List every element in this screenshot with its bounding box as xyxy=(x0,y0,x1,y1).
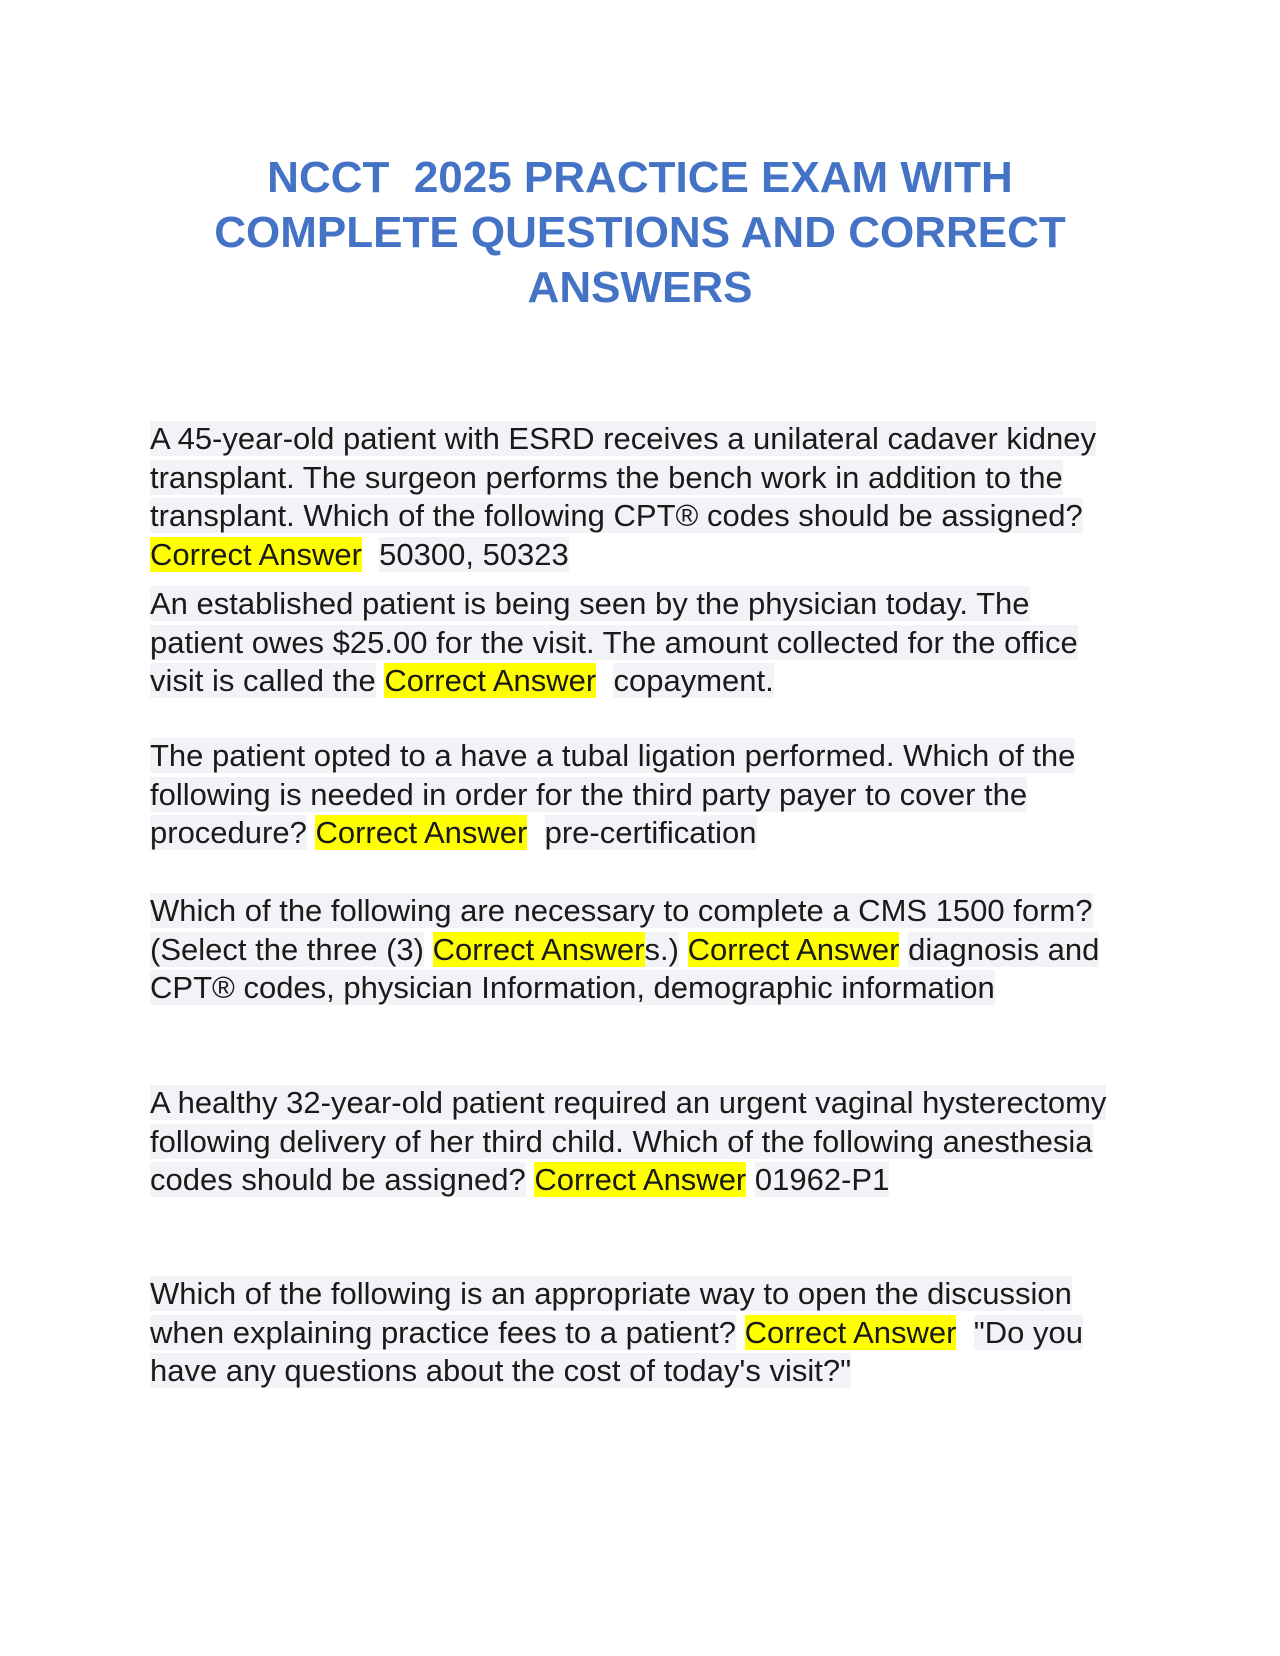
question-text: Which of the following are necessary to complete a CMS 1500 form? (Select the three (3) xyxy=(150,893,1093,967)
question-text: A 45-year-old patient with ESRD receives a unilateral cadaver kidney transplant. The surgeon performs the bench work in addition to the transplant. Which of the following CPT® codes should be assigned? xyxy=(150,421,1096,533)
correct-answer-label: Correct Answer xyxy=(534,1162,747,1197)
qa-item-6 xyxy=(150,1275,1130,1391)
qa-item-2 xyxy=(150,585,1130,701)
question-text: Which of the following is an appropriate way to open the discussion when explaining practice fees to a patient? xyxy=(150,1276,1072,1350)
correct-answer-label: Correct Answer xyxy=(150,536,362,572)
qa-item-3 xyxy=(150,737,1130,853)
qa-item-5 xyxy=(150,1084,1130,1200)
question-text-end: s.) xyxy=(644,931,679,967)
question-text: An established patient is being seen by the physician today. The patient owes $25.00 for the visit. The amount collected for the office visit is called the xyxy=(150,586,1078,698)
answer-text: copayment. xyxy=(613,663,774,698)
question-text: The patient opted to a have a tubal ligation performed. Which of the following is needed in order for the third party payer to cover the procedure? xyxy=(150,738,1076,850)
answer-text: pre-certification xyxy=(544,815,757,850)
correct-answer-label: Correct Answer xyxy=(687,931,900,967)
document-title: NCCT 2025 PRACTICE EXAM WITH COMPLETE QUESTIONS AND CORRECT ANSWERS xyxy=(214,153,1077,312)
answer-text: diagnosis and CPT® codes, physician Information, demographic information xyxy=(150,931,1100,1005)
correct-answer-label: Correct Answer xyxy=(315,815,528,850)
correct-answer-label: Correct Answer xyxy=(384,663,597,698)
answer-text: 50300, 50323 xyxy=(379,536,569,572)
correct-answer-label: Correct Answer xyxy=(744,1314,957,1350)
answer-text: 01962-P1 xyxy=(754,1162,890,1197)
question-text: A healthy 32-year-old patient required an urgent vaginal hysterectomy following delivery of her third child. Which of the following anesthesia codes should be assigned? xyxy=(150,1085,1107,1197)
answer-text: "Do you have any questions about the cost of today's visit?" xyxy=(150,1314,1083,1388)
qa-item-1 xyxy=(150,420,1130,574)
question-highlight: Correct Answer xyxy=(432,931,645,967)
qa-item-4 xyxy=(150,892,1130,1008)
